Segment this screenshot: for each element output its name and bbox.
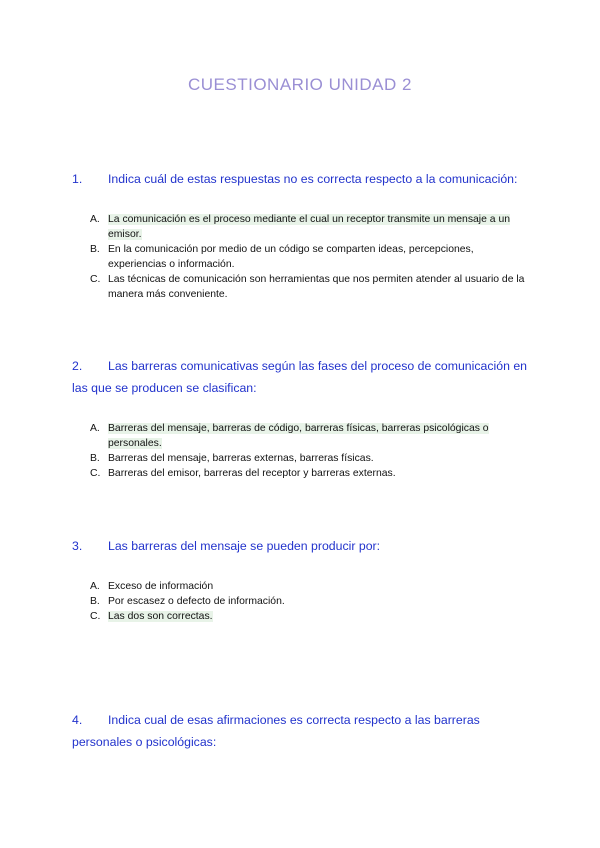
question-1 — [72, 168, 532, 190]
option-a: A. La comunicación es el proceso mediante el cual un receptor transmite un mensaje a un emisor. — [90, 214, 510, 240]
option-b: B. En la comunicación por medio de un código se comparten ideas, percepciones, experiencias o información. — [90, 244, 474, 270]
options-list-1 — [90, 212, 530, 302]
question-text: Las barreras comunicativas según las fases del proceso de comunicación en las que se producen se clasifican: — [72, 359, 528, 395]
options-list-3 — [90, 579, 530, 624]
option-b: B. Barreras del mensaje, barreras externas, barreras físicas. — [90, 453, 374, 464]
question-text: Indica cual de esas afirmaciones es correcta respecto a las barreras personales o psicológicas: — [72, 713, 480, 749]
option-a: A. Barreras del mensaje, barreras de código, barreras físicas, barreras psicológicas o personales. — [90, 423, 489, 449]
option-a: A. Exceso de información — [90, 581, 214, 592]
question-number: 4. — [72, 713, 83, 727]
question-number: 1. — [72, 172, 83, 186]
question-number: 2. — [72, 359, 83, 373]
option-c: C. Las técnicas de comunicación son herramientas que nos permiten atender al usuario de la manera más conveniente. — [90, 274, 525, 300]
option-b: B. Por escasez o defecto de información. — [90, 596, 285, 607]
question-text: Las barreras del mensaje se pueden producir por: — [108, 539, 381, 553]
question-text: Indica cuál de estas respuestas no es correcta respecto a la comunicación: — [108, 172, 518, 186]
options-list-2 — [90, 421, 530, 481]
option-c: C. Las dos son correctas. — [90, 611, 213, 622]
question-4 — [72, 709, 532, 753]
question-number: 3. — [72, 539, 83, 553]
option-c: C. Barreras del emisor, barreras del receptor y barreras externas. — [90, 468, 396, 479]
question-3 — [72, 535, 532, 557]
question-2 — [72, 355, 532, 399]
document-title: CUESTIONARIO UNIDAD 2 — [188, 75, 412, 94]
